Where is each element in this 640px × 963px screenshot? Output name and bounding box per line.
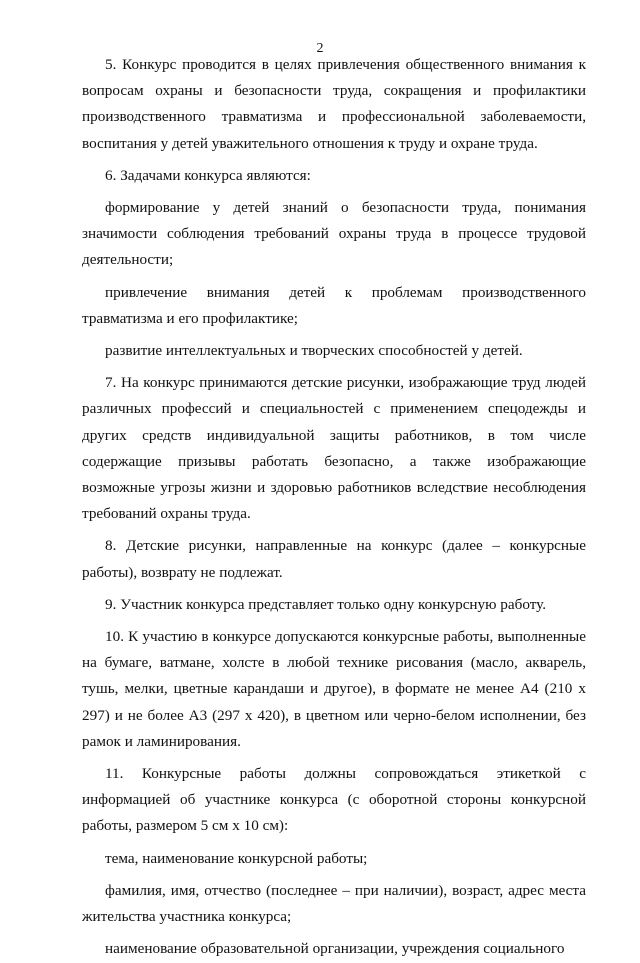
paragraph-item-6-tasks-heading: 6. Задачами конкурса являются:: [105, 166, 311, 184]
paragraph-item-11-label: 11. Конкурсные работы должны сопровождаться этикеткой с информацией об участнике конкурса (с оборотной стороны конкурсной работы, размером 5 см х 10 см):: [82, 765, 586, 835]
paragraph-label-participant: фамилия, имя, отчество (последнее – при наличии), возраст, адрес места жительства участника конкурса;: [82, 881, 586, 926]
paragraph-item-7-drawings: 7. На конкурс принимаются детские рисунки, изображающие труд людей различных профессий и специальностей с применением спецодежды и других средств индивидуальной защиты работников, в том числе содержащие призывы работать безопасно, а также изображающие возможные угрозы жизни и здоровью работников вследствие несоблюдения требований охраны труда.: [82, 374, 586, 523]
paragraph-task-development: развитие интеллектуальных и творческих способностей у детей.: [105, 342, 523, 360]
paragraph-label-organization: наименование образовательной организации, учреждения социального: [105, 940, 565, 958]
paragraph-label-theme: тема, наименование конкурсной работы;: [105, 849, 368, 867]
paragraph-task-knowledge: формирование у детей знаний о безопасности труда, понимания значимости соблюдения требований охраны труда в процессе трудовой деятельности;: [82, 199, 586, 269]
page-number: 2: [316, 41, 324, 56]
paragraph-task-attention: привлечение внимания детей к проблемам производственного травматизма и его профилактике;: [82, 283, 586, 327]
paragraph-item-10-format: 10. К участию в конкурсе допускаются конкурсные работы, выполненные на бумаге, ватмане, холсте в любой технике рисования (масло, акварель, тушь, мелки, цветные карандаши и другое), в формате не менее А4 (210 х 297) и не более А3 (297 х 420), в цветном или черно-белом исполнении, без рамок и ламинирования.: [82, 628, 586, 750]
paragraph-item-8-no-return: 8. Детские рисунки, направленные на конкурс (далее – конкурсные работы), возврату не подлежат.: [82, 537, 586, 581]
paragraph-item-5-purpose: 5. Конкурс проводится в целях привлечения общественного внимания к вопросам охраны и безопасности труда, сокращения и профилактики производственного травматизма и профессиональной заболеваемости, воспитания у детей уважительного отношения к труду и охране труда.: [82, 56, 586, 152]
paragraph-item-9-one-work: 9. Участник конкурса представляет только одну конкурсную работу.: [105, 595, 547, 613]
document-body: [82, 52, 586, 963]
